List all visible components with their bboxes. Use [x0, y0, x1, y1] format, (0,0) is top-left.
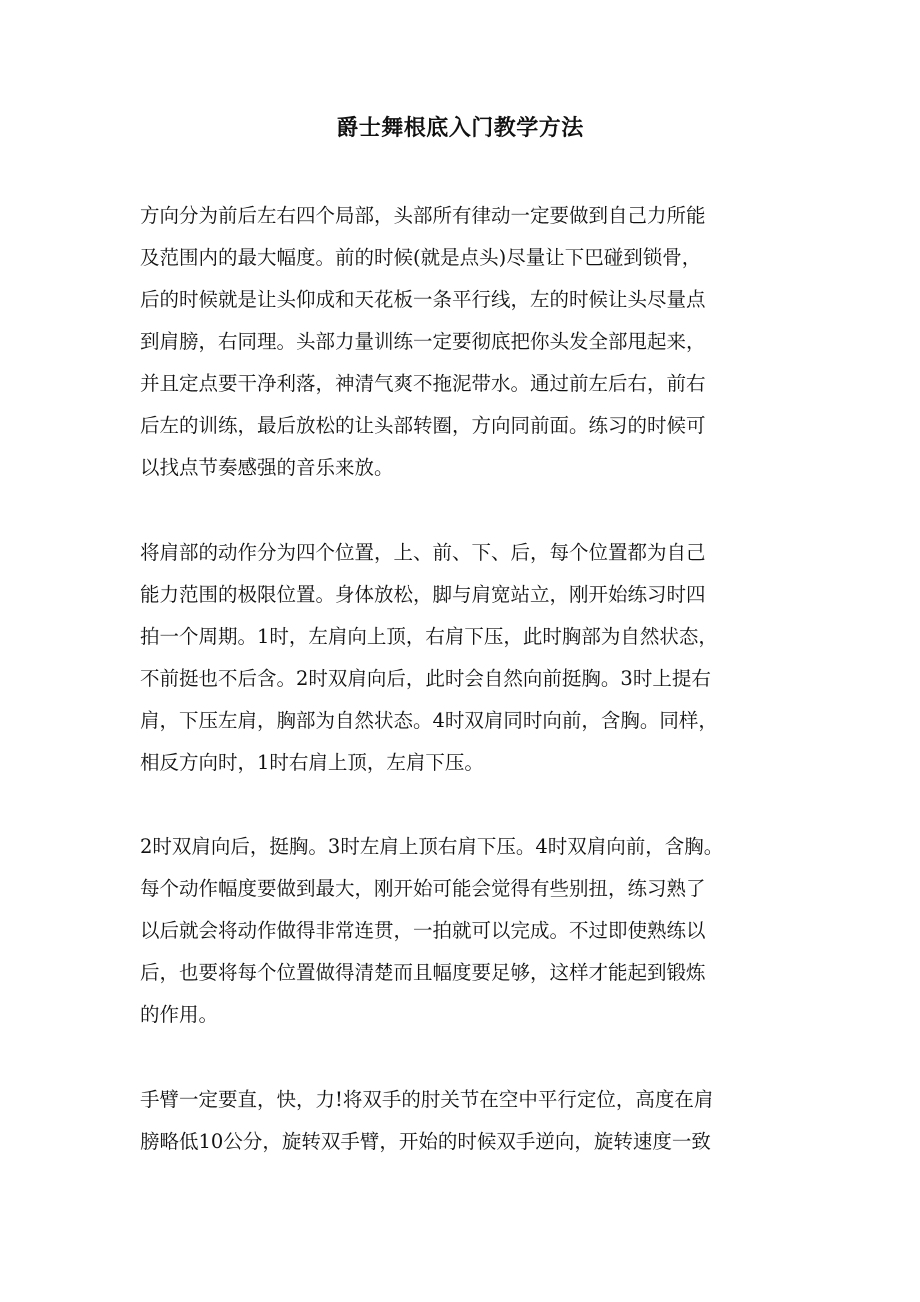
text-line: 能力范围的极限位置。身体放松，脚与肩宽站立，刚开始练习时四 [140, 583, 706, 606]
text-line: 后的时候就是让头仰成和天花板一条平行线，左的时候让头尽量点 [140, 288, 706, 311]
text-line: 后左的训练，最后放松的让头部转圈，方向同前面。练习的时候可 [140, 414, 706, 437]
text-line: 肩，下压左肩，胸部为自然状态。4时双肩同时向前，含胸。同样， [140, 709, 718, 732]
text-line: 及范围内的最大幅度。前的时候(就是点头)尽量让下巴碰到锁骨， [140, 246, 702, 269]
text-line: 的作用。 [140, 1003, 219, 1026]
text-line: 膀略低10公分，旋转双手臂，开始的时候双手逆向，旋转速度一致 [140, 1130, 711, 1153]
paragraph-shoulder-positions [140, 532, 780, 784]
text-line: 以后就会将动作做得非常连贯，一拍就可以完成。不过即使熟练以 [140, 919, 706, 942]
text-line: 2时双肩向后，挺胸。3时左肩上顶右肩下压。4时双肩向前，含胸。 [140, 835, 724, 858]
text-line: 手臂一定要直，快，力!将双手的肘关节在空中平行定位，高度在肩 [140, 1088, 714, 1111]
text-line: 以找点节奏感强的音乐来放。 [140, 456, 394, 479]
paragraph-arm-movement [140, 1079, 780, 1163]
paragraph-shoulder-practice [140, 826, 780, 1036]
text-line: 后，也要将每个位置做得清楚而且幅度要足够，这样才能起到锻炼 [140, 961, 706, 984]
text-line: 并且定点要干净利落，神清气爽不拖泥带水。通过前左后右，前右 [140, 372, 706, 395]
document-title: 爵士舞根底入门教学方法 [336, 115, 584, 141]
text-line: 方向分为前后左右四个局部，头部所有律动一定要做到自己力所能 [140, 204, 706, 227]
text-line: 每个动作幅度要做到最大，刚开始可能会觉得有些别扭，练习熟了 [140, 877, 706, 900]
text-line: 不前挺也不后含。2时双肩向后，此时会自然向前挺胸。3时上提右 [140, 667, 711, 690]
text-line: 拍一个周期。1时，左肩向上顶，右肩下压，此时胸部为自然状态， [140, 625, 718, 648]
paragraph-head-movement [140, 195, 780, 489]
text-line: 相反方向时，1时右肩上顶，左肩下压。 [140, 751, 484, 774]
text-line: 将肩部的动作分为四个位置，上、前、下、后，每个位置都为自己 [140, 541, 706, 564]
text-line: 到肩膀，右同理。头部力量训练一定要彻底把你头发全部甩起来， [140, 330, 706, 353]
